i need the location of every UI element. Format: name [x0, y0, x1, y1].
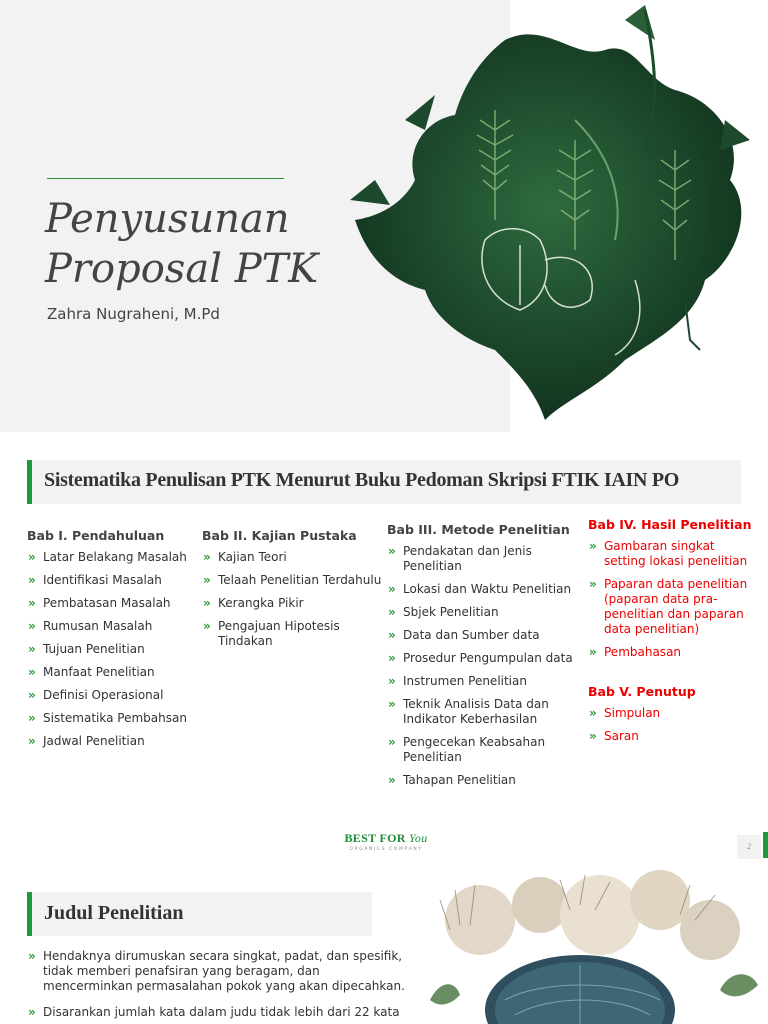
list-item: » Identifikasi Masalah: [28, 573, 162, 587]
list-item: » Jadwal Penelitian: [28, 734, 145, 748]
guidance-list: [27, 949, 412, 1024]
bullet-icon: »: [388, 674, 396, 688]
list-item: » Hendaknya dirumuskan secara singkat, padat, dan spesifik, tidak memberi penafsiran yang beragam, dan mencerminkan permasalahan pokok yang akan dipecahkan.: [28, 949, 405, 993]
bullet-icon: »: [388, 605, 396, 619]
bab3-list: [387, 544, 577, 788]
bullet-icon: »: [589, 645, 597, 659]
bab1-heading: Bab I. Pendahuluan: [27, 528, 165, 543]
presentation-title: [45, 194, 318, 294]
bab1-column: [27, 528, 197, 757]
bullet-icon: »: [28, 949, 36, 963]
header-accent-bar: [27, 892, 32, 936]
list-item: » Pendakatan dan Jenis Penelitian: [388, 544, 532, 573]
title-guidance-slide: [0, 870, 768, 1024]
plant-collage-illustration: [420, 870, 768, 1024]
bullet-icon: »: [28, 734, 36, 748]
list-item: » Prosedur Pengumpulan data: [388, 651, 573, 665]
list-item: » Simpulan: [589, 706, 661, 720]
title-slide: [0, 0, 768, 432]
list-item: » Rumusan Masalah: [28, 619, 153, 633]
title-line-2: Proposal PTK: [45, 246, 319, 292]
list-item: » Kerangka Pikir: [203, 596, 304, 610]
bab3-heading: Bab III. Metode Penelitian: [387, 522, 570, 537]
list-item: » Paparan data penelitian (paparan data pra-penelitian dan paparan data penelitian): [589, 577, 748, 636]
list-item: » Manfaat Penelitian: [28, 665, 155, 679]
section-header: [27, 892, 372, 936]
bab2-list: [202, 550, 382, 649]
author-name: Zahra Nugraheni, M.Pd: [47, 305, 220, 323]
list-item: » Telaah Penelitian Terdahulu: [203, 573, 382, 587]
list-item: » Definisi Operasional: [28, 688, 164, 702]
list-item: » Sistematika Pembahsan: [28, 711, 187, 725]
bullet-icon: »: [589, 729, 597, 743]
bullet-icon: »: [203, 596, 211, 610]
bab4-heading: Bab IV. Hasil Penelitian: [588, 517, 752, 532]
page-accent-bar: [763, 832, 768, 858]
bullet-icon: »: [28, 550, 36, 564]
bullet-icon: »: [388, 582, 396, 596]
title-line-1: Penyusunan: [45, 196, 290, 242]
list-item: » Pembahasan: [589, 645, 682, 659]
bab5-heading: Bab V. Penutup: [588, 684, 696, 699]
bullet-icon: »: [203, 550, 211, 564]
section-title: Sistematika Penulisan PTK Menurut Buku Pedoman Skripsi FTIK IAIN PO: [44, 469, 680, 491]
list-item: » Pengecekan Keabsahan Penelitian: [388, 735, 546, 764]
bab3-column: [387, 522, 577, 796]
list-item: » Latar Belakang Masalah: [28, 550, 187, 564]
list-item: » Instrumen Penelitian: [388, 674, 527, 688]
bullet-icon: »: [203, 573, 211, 587]
bullet-icon: »: [28, 619, 36, 633]
brand-name-italic: You: [409, 831, 428, 845]
bab2-heading: Bab II. Kajian Pustaka: [202, 528, 357, 543]
bullet-icon: »: [28, 642, 36, 656]
list-item: » Teknik Analisis Data dan Indikator Keberhasilan: [388, 697, 549, 726]
bullet-icon: »: [388, 628, 396, 642]
list-item: » Saran: [589, 729, 639, 743]
bullet-icon: »: [388, 697, 396, 711]
title-divider: [47, 178, 284, 179]
list-item: » Pengajuan Hipotesis Tindakan: [203, 619, 340, 648]
brand-subtitle: ORGANICS COMPANY: [349, 847, 423, 852]
page-number: 2: [737, 835, 761, 859]
structure-slide: [0, 440, 768, 860]
list-item: » Gambaran singkat setting lokasi penelitian: [589, 539, 748, 568]
brand-name: BEST FOR: [344, 831, 406, 845]
bullet-icon: »: [388, 651, 396, 665]
bullet-icon: »: [589, 539, 597, 553]
bullet-icon: »: [28, 596, 36, 610]
list-item: » Data dan Sumber data: [388, 628, 540, 642]
bullet-icon: »: [589, 706, 597, 720]
list-item: » Tahapan Penelitian: [388, 773, 516, 787]
bullet-icon: »: [388, 735, 396, 749]
section-header: [27, 460, 741, 504]
foliage-illustration: [345, 0, 768, 432]
list-item: » Pembatasan Masalah: [28, 596, 171, 610]
bab5-list: [588, 706, 758, 744]
list-item: » Tujuan Penelitian: [28, 642, 145, 656]
list-item: » Lokasi dan Waktu Penelitian: [388, 582, 572, 596]
list-item: » Disarankan jumlah kata dalam judu tidak lebih dari 22 kata: [28, 1005, 400, 1019]
list-item: » Kajian Teori: [203, 550, 287, 564]
bab2-column: [202, 528, 382, 657]
bullet-icon: »: [28, 573, 36, 587]
bullet-icon: »: [28, 1005, 36, 1019]
bab4-column: [588, 517, 758, 752]
bullet-icon: »: [589, 577, 597, 591]
section-title: Judul Penelitian: [44, 902, 184, 924]
bullet-icon: »: [388, 544, 396, 558]
bullet-icon: »: [28, 665, 36, 679]
bullet-icon: »: [203, 619, 211, 633]
brand-logo: [336, 831, 436, 852]
bab1-list: [27, 550, 197, 749]
bullet-icon: »: [28, 711, 36, 725]
bullet-icon: »: [28, 688, 36, 702]
bullet-icon: »: [388, 773, 396, 787]
bab4-list: [588, 539, 758, 660]
header-accent-bar: [27, 460, 32, 504]
list-item: » Sbjek Penelitian: [388, 605, 499, 619]
